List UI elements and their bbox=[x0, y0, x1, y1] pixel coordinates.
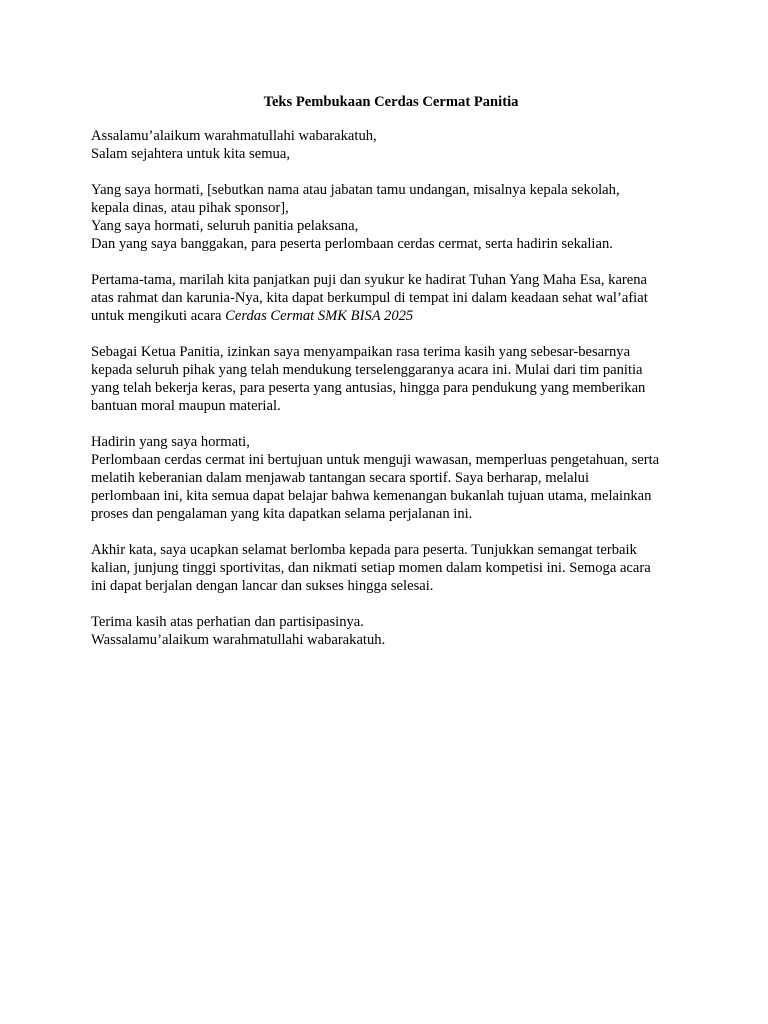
thanks-line: yang telah bekerja keras, para peserta yang antusias, hingga para pendukung yang memberikan bbox=[91, 380, 646, 396]
farewell-line: Wassalamu’alaikum warahmatullahi wabarakatuh. bbox=[91, 632, 386, 648]
salutation-line: kepala dinas, atau pihak sponsor], bbox=[91, 200, 289, 216]
closing-paragraph bbox=[91, 541, 691, 595]
salutation-line: Dan yang saya banggakan, para peserta perlombaan cerdas cermat, serta hadirin sekalian. bbox=[91, 236, 613, 252]
greeting-line: Salam sejahtera untuk kita semua, bbox=[91, 146, 290, 162]
event-name: Cerdas Cermat SMK BISA 2025 bbox=[225, 308, 414, 324]
thanks-line: bantuan moral maupun material. bbox=[91, 398, 281, 414]
closing-line: ini dapat berjalan dengan lancar dan sukses hingga selesai. bbox=[91, 578, 434, 594]
thanks-paragraph bbox=[91, 343, 691, 415]
document-page bbox=[91, 93, 691, 649]
purpose-line: proses dan pengalaman yang kita dapatkan selama perjalanan ini. bbox=[91, 506, 473, 522]
opening-line bbox=[91, 307, 691, 325]
opening-line: atas rahmat dan karunia-Nya, kita dapat berkumpul di tempat ini dalam keadaan sehat wal’afiat bbox=[91, 290, 648, 306]
greeting-line: Assalamu’alaikum warahmatullahi wabarakatuh, bbox=[91, 128, 377, 144]
opening-paragraph bbox=[91, 271, 691, 325]
salutation-line: Yang saya hormati, [sebutkan nama atau jabatan tamu undangan, misalnya kepala sekolah, bbox=[91, 182, 620, 198]
opening-line: Pertama-tama, marilah kita panjatkan puji dan syukur ke hadirat Tuhan Yang Maha Esa, karena bbox=[91, 272, 648, 288]
opening-line-prefix: untuk mengikuti acara bbox=[91, 308, 226, 324]
thanks-line: kepada seluruh pihak yang telah mendukung terselenggaranya acara ini. Mulai dari tim panitia bbox=[91, 362, 643, 378]
purpose-line: Perlombaan cerdas cermat ini bertujuan untuk menguji wawasan, memperluas pengetahuan, serta bbox=[91, 452, 660, 468]
farewell-paragraph bbox=[91, 613, 691, 649]
purpose-line: perlombaan ini, kita semua dapat belajar bahwa kemenangan bukanlah tujuan utama, melainkan bbox=[91, 488, 652, 504]
purpose-paragraph bbox=[91, 433, 691, 523]
salutations-paragraph bbox=[91, 181, 691, 253]
purpose-line: Hadirin yang saya hormati, bbox=[91, 434, 250, 450]
closing-line: Akhir kata, saya ucapkan selamat berlomba kepada para peserta. Tunjukkan semangat terbaik bbox=[91, 542, 637, 558]
greeting-paragraph bbox=[91, 127, 691, 163]
purpose-line: melatih keberanian dalam menjawab tantangan secara sportif. Saya berharap, melalui bbox=[91, 470, 589, 486]
farewell-line: Terima kasih atas perhatian dan partisipasinya. bbox=[91, 614, 364, 630]
document-title: Teks Pembukaan Cerdas Cermat Panitia bbox=[263, 94, 519, 110]
thanks-line: Sebagai Ketua Panitia, izinkan saya menyampaikan rasa terima kasih yang sebesar-besarnya bbox=[91, 344, 631, 360]
closing-line: kalian, junjung tinggi sportivitas, dan nikmati setiap momen dalam kompetisi ini. Semoga acara bbox=[91, 560, 651, 576]
salutation-line: Yang saya hormati, seluruh panitia pelaksana, bbox=[91, 218, 359, 234]
